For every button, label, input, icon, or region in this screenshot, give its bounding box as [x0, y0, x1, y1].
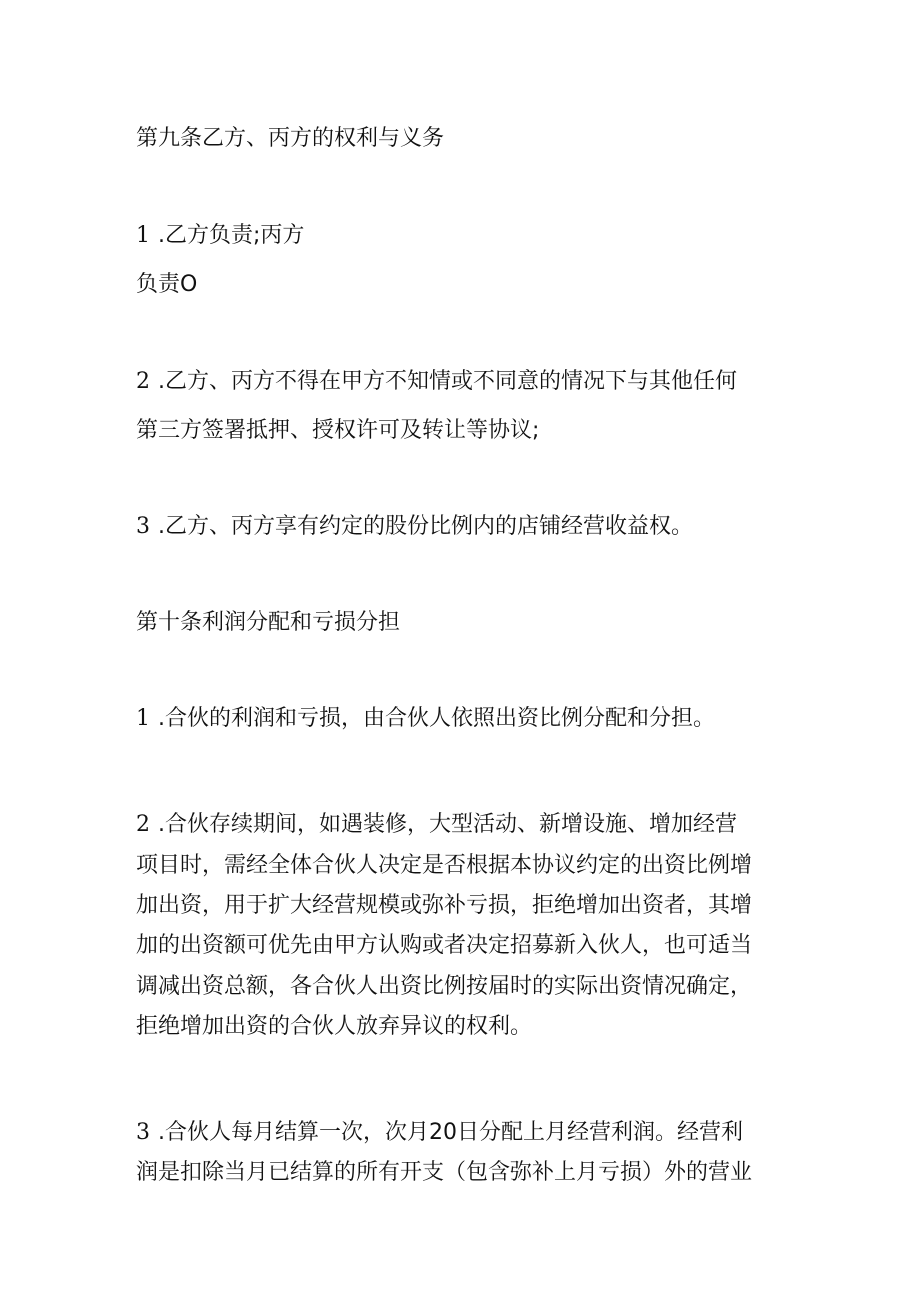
article-10-item-2-line-2: 项目时，需经全体合伙人决定是否根据本协议约定的出资比例增	[136, 853, 753, 878]
article-10-item-2-line-3: 加出资，用于扩大经营规模或弥补亏损，拒绝增加出资者，其增	[136, 893, 753, 918]
article-10-item-2-line-4: 加的出资额可优先由甲方认购或者决定招募新入伙人，也可适当	[136, 933, 753, 958]
article-9-item-2-line-2: 第三方签署抵押、授权许可及转让等协议;	[136, 418, 540, 443]
article-9-item-3-line-1	[136, 514, 786, 540]
article-9-item-2-line-1	[136, 369, 786, 395]
item-text: .乙方、丙方不得在甲方不知情或不同意的情况下与其他任何	[158, 369, 737, 394]
article-9-item-1-line-2: 负责O	[136, 272, 198, 297]
article-10-item-2-line-6: 拒绝增加出资的合伙人放弃异议的权利。	[136, 1014, 533, 1039]
item-number: 3	[136, 1120, 150, 1145]
item-number: 3	[136, 514, 150, 539]
item-text: .合伙人每月结算一次，次月20日分配上月经营利润。经营利	[158, 1120, 743, 1145]
article-9-heading: 第九条乙方、丙方的权利与义务	[136, 126, 445, 151]
article-10-item-3-line-1	[136, 1120, 786, 1146]
article-10-item-3-line-2: 润是扣除当月已结算的所有开支（包含弥补上月亏损）外的营业	[136, 1160, 753, 1185]
item-text: .乙方负责;丙方	[158, 223, 305, 248]
article-9-item-1-line-1	[136, 223, 786, 249]
item-text: .乙方、丙方享有约定的股份比例内的店铺经营收益权。	[158, 514, 693, 539]
item-number: 2	[136, 812, 150, 837]
article-10-item-1-line-1	[136, 706, 786, 732]
article-10-item-2-line-1	[136, 812, 786, 838]
item-number: 1	[136, 223, 150, 248]
item-text: .合伙的利润和亏损，由合伙人依照出资比例分配和分担。	[158, 706, 715, 731]
article-10-item-2-line-5: 调减出资总额，各合伙人出资比例按届时的实际出资情况确定，	[136, 974, 753, 999]
item-number: 2	[136, 369, 150, 394]
article-10-heading: 第十条利润分配和亏损分担	[136, 610, 401, 635]
item-number: 1	[136, 706, 150, 731]
item-text: .合伙存续期间，如遇装修，大型活动、新增设施、增加经营	[158, 812, 737, 837]
